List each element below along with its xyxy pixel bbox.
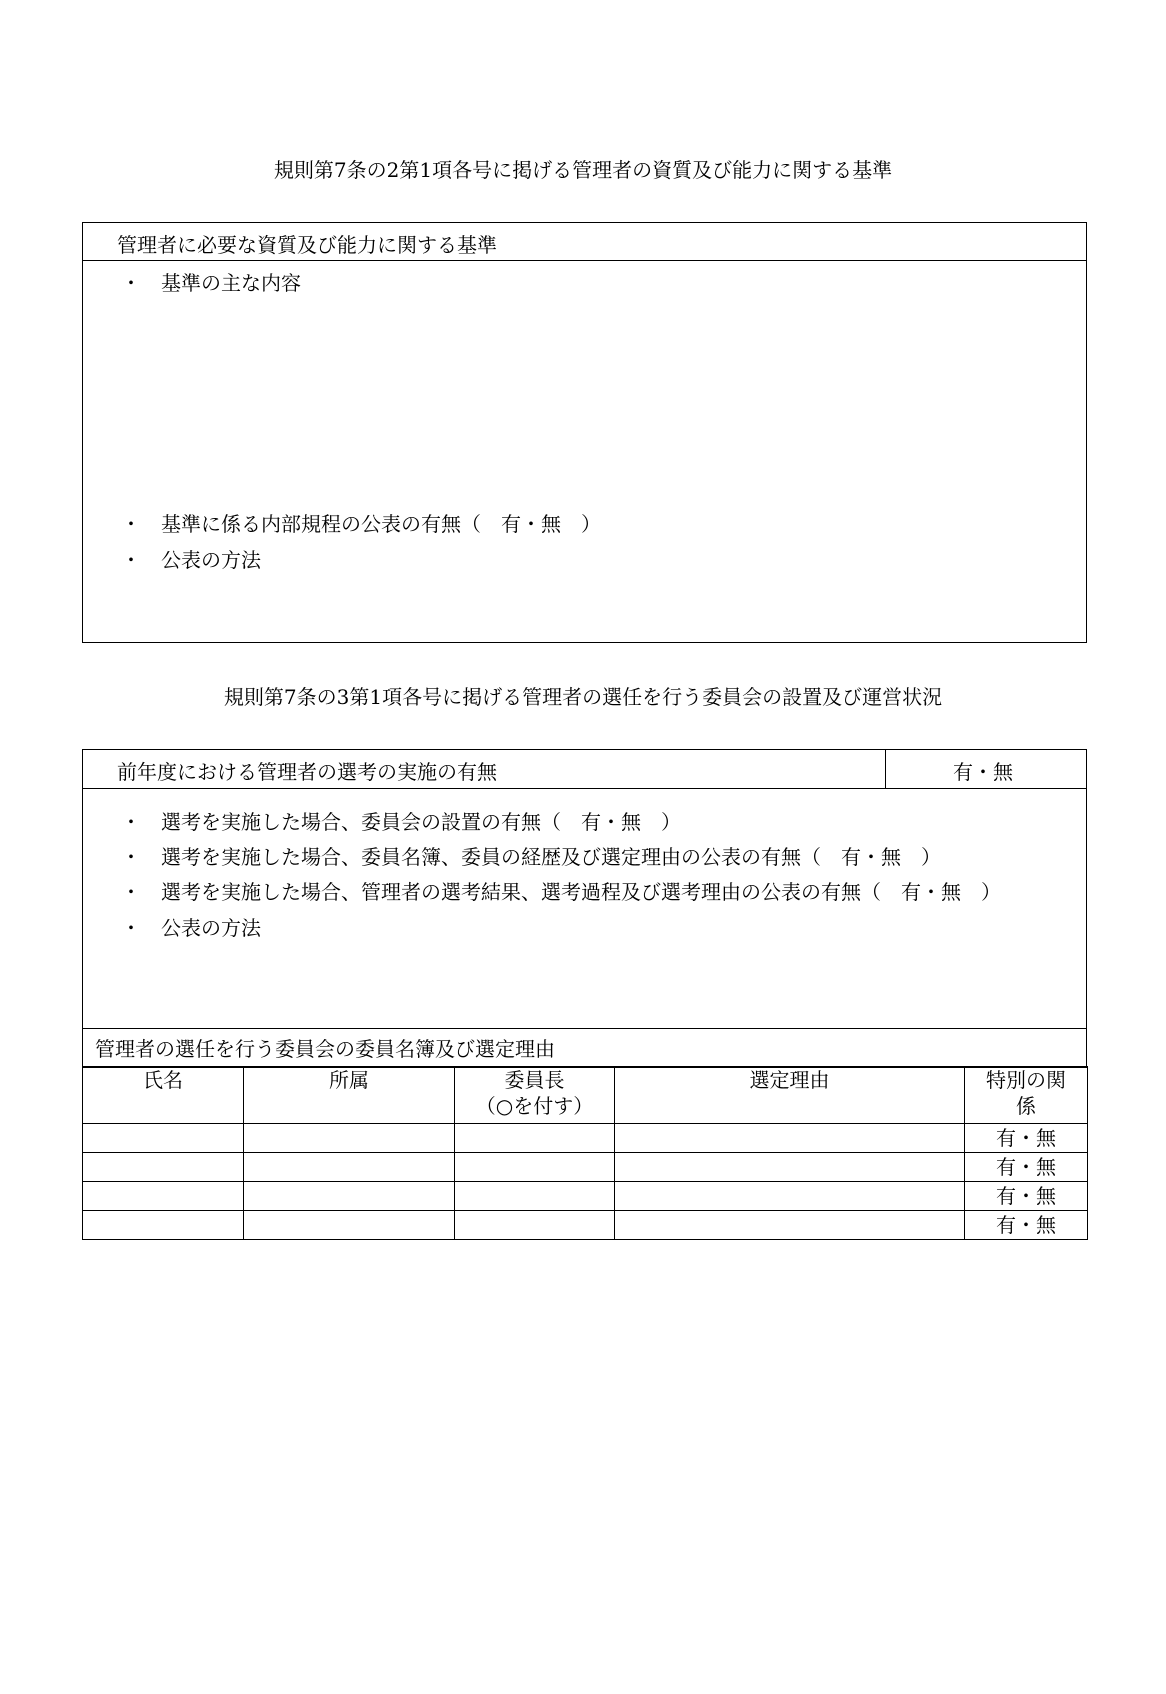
bullet-dot: ・ (121, 512, 141, 536)
cell-chair[interactable] (455, 1211, 615, 1240)
bullet-dot: ・ (121, 845, 141, 869)
cell-relation[interactable]: 有・無 (965, 1182, 1088, 1211)
section2-header-divider-vertical (885, 750, 886, 788)
bullet-text: 基準の主な内容 (161, 271, 301, 295)
section2-header-label: 前年度における管理者の選考の実施の有無 (117, 760, 497, 784)
bullet-dot: ・ (121, 880, 141, 904)
cell-relation[interactable]: 有・無 (965, 1124, 1088, 1153)
table-row (83, 1182, 1088, 1211)
bullet-dot: ・ (121, 810, 141, 834)
col-chair-header: 委員長 （○を付す） (455, 1067, 615, 1124)
bullet-dot: ・ (121, 548, 141, 572)
section2-header-value: 有・無 (953, 760, 1013, 784)
bullet-text: 選考を実施した場合、委員会の設置の有無（ 有・無 ） (161, 810, 681, 834)
cell-reason[interactable] (615, 1211, 965, 1240)
cell-relation[interactable]: 有・無 (965, 1153, 1088, 1182)
bullet-text: 公表の方法 (161, 916, 261, 940)
cell-relation[interactable]: 有・無 (965, 1211, 1088, 1240)
bullet-text: 選考を実施した場合、委員名簿、委員の経歴及び選定理由の公表の有無（ 有・無 ） (161, 845, 941, 869)
bullet-text: 選考を実施した場合、管理者の選考結果、選考過程及び選考理由の公表の有無（ 有・無 ） (161, 880, 1001, 904)
members-table (82, 1066, 1088, 1240)
bullet-dot: ・ (121, 916, 141, 940)
members-title-divider (83, 1028, 1086, 1029)
section2-box (82, 749, 1087, 1068)
bullet-text: 公表の方法 (161, 548, 261, 572)
section2-header-divider (83, 788, 1086, 789)
cell-affiliation[interactable] (244, 1124, 455, 1153)
section1-title: 規則第7条の2第1項各号に掲げる管理者の資質及び能力に関する基準 (273, 158, 893, 182)
cell-affiliation[interactable] (244, 1182, 455, 1211)
section1-box (82, 222, 1087, 643)
section1-header-divider (83, 260, 1086, 261)
cell-reason[interactable] (615, 1124, 965, 1153)
cell-reason[interactable] (615, 1182, 965, 1211)
table-row (83, 1211, 1088, 1240)
cell-chair[interactable] (455, 1153, 615, 1182)
cell-name[interactable] (83, 1211, 244, 1240)
members-table-header (83, 1067, 1088, 1124)
cell-name[interactable] (83, 1153, 244, 1182)
cell-name[interactable] (83, 1124, 244, 1153)
bullet-text: 基準に係る内部規程の公表の有無（ 有・無 ） (161, 512, 601, 536)
cell-chair[interactable] (455, 1124, 615, 1153)
cell-affiliation[interactable] (244, 1153, 455, 1182)
col-name-header: 氏名 (83, 1067, 244, 1124)
cell-affiliation[interactable] (244, 1211, 455, 1240)
col-relation-header: 特別の関 係 (965, 1067, 1088, 1124)
table-row (83, 1153, 1088, 1182)
members-title: 管理者の選任を行う委員会の委員名簿及び選定理由 (95, 1037, 555, 1061)
col-reason-header: 選定理由 (615, 1067, 965, 1124)
cell-chair[interactable] (455, 1182, 615, 1211)
bullet-dot: ・ (121, 271, 141, 295)
section2-title: 規則第7条の3第1項各号に掲げる管理者の選任を行う委員会の設置及び運営状況 (223, 685, 943, 709)
col-affiliation-header: 所属 (244, 1067, 455, 1124)
cell-name[interactable] (83, 1182, 244, 1211)
table-row (83, 1124, 1088, 1153)
section1-header: 管理者に必要な資質及び能力に関する基準 (117, 233, 497, 257)
cell-reason[interactable] (615, 1153, 965, 1182)
